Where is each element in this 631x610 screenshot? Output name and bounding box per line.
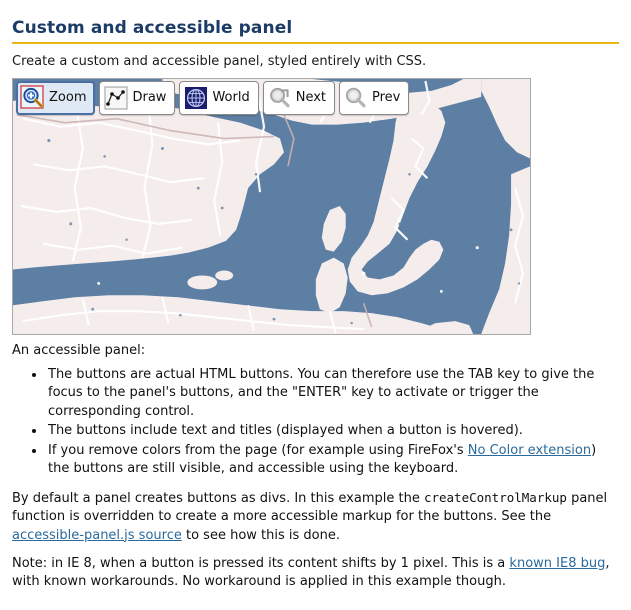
accessible-panel-source-link[interactable]: accessible-panel.js source — [12, 527, 182, 543]
globe-icon — [183, 85, 209, 111]
known-ie8-bug-link[interactable]: known IE8 bug — [509, 556, 606, 572]
paragraph-text: panel function is overridden to create a more accessible markup for the buttons. See the — [12, 490, 608, 525]
paragraph-text: to see how this is done. — [181, 527, 340, 543]
list-item — [46, 366, 619, 421]
next-button[interactable] — [263, 81, 335, 115]
world-button[interactable] — [179, 81, 258, 115]
page-title: Custom and accessible panel — [12, 0, 619, 44]
zoom-in-magnifier-icon — [20, 85, 46, 111]
paragraph-text: By default a panel creates buttons as divs. In this example the — [12, 490, 424, 506]
world-button-label: World — [212, 89, 250, 105]
feature-text: ) the buttons are still visible, and accessible using the keyboard. — [48, 442, 597, 477]
feature-text: The buttons include text and titles (displayed when a button is hovered). — [48, 423, 523, 439]
accessible-panel-lead: An accessible panel: — [12, 342, 146, 358]
feature-text: The buttons are actual HTML buttons. You can therefore use the TAB key to give the focus to the panel's buttons, and the "ENTER" key to activate or trigger the corresponding control. — [48, 366, 595, 419]
intro-text: Create a custom and accessible panel, styled entirely with CSS. — [12, 54, 427, 70]
zoom-button-label: Zoom — [49, 89, 87, 105]
list-item — [46, 422, 619, 440]
features-list — [12, 366, 619, 479]
feature-text: If you remove colors from the page (for example using FireFox's — [48, 442, 468, 458]
draw-button-label: Draw — [132, 89, 167, 105]
create-control-markup-code: createControlMarkup — [423, 489, 567, 505]
zoom-button[interactable] — [16, 81, 95, 115]
paragraph-text: Note: in IE 8, when a button is pressed its content shifts by 1 pixel. This is a — [12, 556, 510, 572]
accessible-control-panel — [16, 81, 409, 115]
magnifier-next-icon — [267, 85, 293, 111]
paragraph-text: , with known workarounds. No workaround is applied in this example though. — [12, 556, 610, 590]
magnifier-prev-icon — [343, 85, 369, 111]
list-item — [46, 442, 619, 479]
prev-button-label: Prev — [372, 89, 401, 105]
paragraph-create-control-markup — [12, 489, 619, 545]
map-viewport[interactable] — [12, 78, 531, 335]
next-button-label: Next — [295, 89, 327, 105]
map-canvas[interactable] — [13, 79, 530, 334]
draw-button[interactable] — [99, 81, 175, 115]
no-color-extension-link[interactable]: No Color extension — [467, 442, 592, 458]
paragraph-ie8-note — [12, 555, 619, 592]
prev-button[interactable] — [339, 81, 409, 115]
polyline-draw-icon — [103, 85, 129, 111]
